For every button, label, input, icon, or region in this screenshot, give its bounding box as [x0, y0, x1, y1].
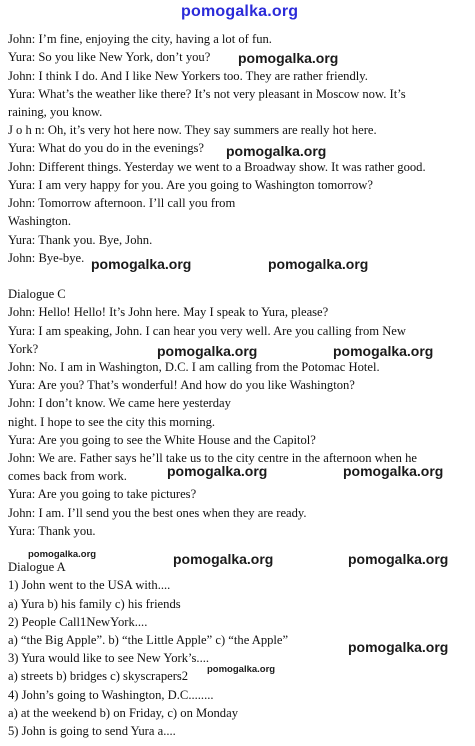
watermark: pomogalka.org [207, 664, 276, 675]
watermark: pomogalka.org [333, 343, 434, 359]
dialogue-line: York? [8, 342, 39, 356]
dialogue-line: John: We are. Father says he’ll take us to the city centre in the afternoon when he [8, 451, 417, 465]
dialogue-line: John: Different things. Yesterday we went to a Broadway show. It was rather good. [8, 160, 426, 174]
dialogue-line: raining, you know. [8, 105, 103, 119]
watermark: pomogalka.org [226, 143, 327, 159]
watermark: pomogalka.org [167, 463, 268, 479]
dialogue-line: Washington. [8, 214, 71, 228]
section-heading: Dialogue A [8, 560, 66, 574]
answer-options: a) streets b) bridges c) skyscrapers2 [8, 669, 189, 683]
question: 2) People Call1NewYork.... [8, 615, 148, 629]
watermark: pomogalka.org [173, 551, 274, 567]
dialogue-line: John: Bye-bye. [8, 251, 85, 265]
watermark: pomogalka.org [238, 50, 339, 66]
dialogue-line: Yura: I am speaking, John. I can hear you very well. Are you calling from New [8, 324, 406, 338]
watermark: pomogalka.org [343, 463, 444, 479]
watermark: pomogalka.org [28, 549, 97, 560]
answer-options: a) at the weekend b) on Friday, c) on Monday [8, 706, 238, 720]
answer-options: a) Yura b) his family c) his friends [8, 597, 181, 611]
answer-options: a) “the Big Apple”. b) “the Little Apple” c) “the Apple” [8, 633, 289, 647]
watermark: pomogalka.org [157, 343, 258, 359]
dialogue-line: Yura: Thank you. [8, 524, 96, 538]
dialogue-line: Yura: Are you going to see the White House and the Capitol? [8, 433, 316, 447]
question: 3) Yura would like to see New York’s.... [8, 651, 210, 665]
watermark: pomogalka.org [348, 639, 449, 655]
watermark: pomogalka.org [91, 256, 192, 272]
dialogue-line: Yura: What’s the weather like there? It’s not very pleasant in Moscow now. It’s [8, 87, 406, 101]
dialogue-line: Yura: I am very happy for you. Are you going to Washington tomorrow? [8, 178, 373, 192]
dialogue-line: John: I am. I’ll send you the best ones when they are ready. [8, 506, 307, 520]
question: 5) John is going to send Yura a.... [8, 724, 176, 738]
dialogue-line: John: Tomorrow afternoon. I’ll call you from [8, 196, 236, 210]
question: 4) John’s going to Washington, D.C........ [8, 688, 214, 702]
watermark: pomogalka.org [268, 256, 369, 272]
watermark: pomogalka.org [348, 551, 449, 567]
dialogue-line: Yura: So you like New York, don’t you? [8, 50, 211, 64]
dialogue-line: John: No. I am in Washington, D.C. I am calling from the Potomac Hotel. [8, 360, 380, 374]
dialogue-line: night. I hope to see the city this morning. [8, 415, 216, 429]
dialogue-line: John: I think I do. And I like New Yorkers too. They are rather friendly. [8, 69, 368, 83]
section-heading: Dialogue C [8, 287, 66, 301]
watermark-top: pomogalka.org [181, 3, 299, 20]
dialogue-line: J o h n: Oh, it’s very hot here now. They say summers are really hot here. [8, 123, 377, 137]
dialogue-line: John: I don’t know. We came here yesterday [8, 396, 231, 410]
dialogue-line: Yura: Are you going to take pictures? [8, 487, 197, 501]
question: 1) John went to the USA with.... [8, 578, 171, 592]
dialogue-line: John: I’m fine, enjoying the city, having a lot of fun. [8, 32, 272, 46]
dialogue-line: Yura: What do you do in the evenings? [8, 141, 204, 155]
dialogue-line: John: Hello! Hello! It’s John here. May I speak to Yura, please? [8, 305, 329, 319]
dialogue-line: Yura: Thank you. Bye, John. [8, 233, 153, 247]
dialogue-line: comes back from work. [8, 469, 127, 483]
dialogue-line: Yura: Are you? That’s wonderful! And how do you like Washington? [8, 378, 355, 392]
